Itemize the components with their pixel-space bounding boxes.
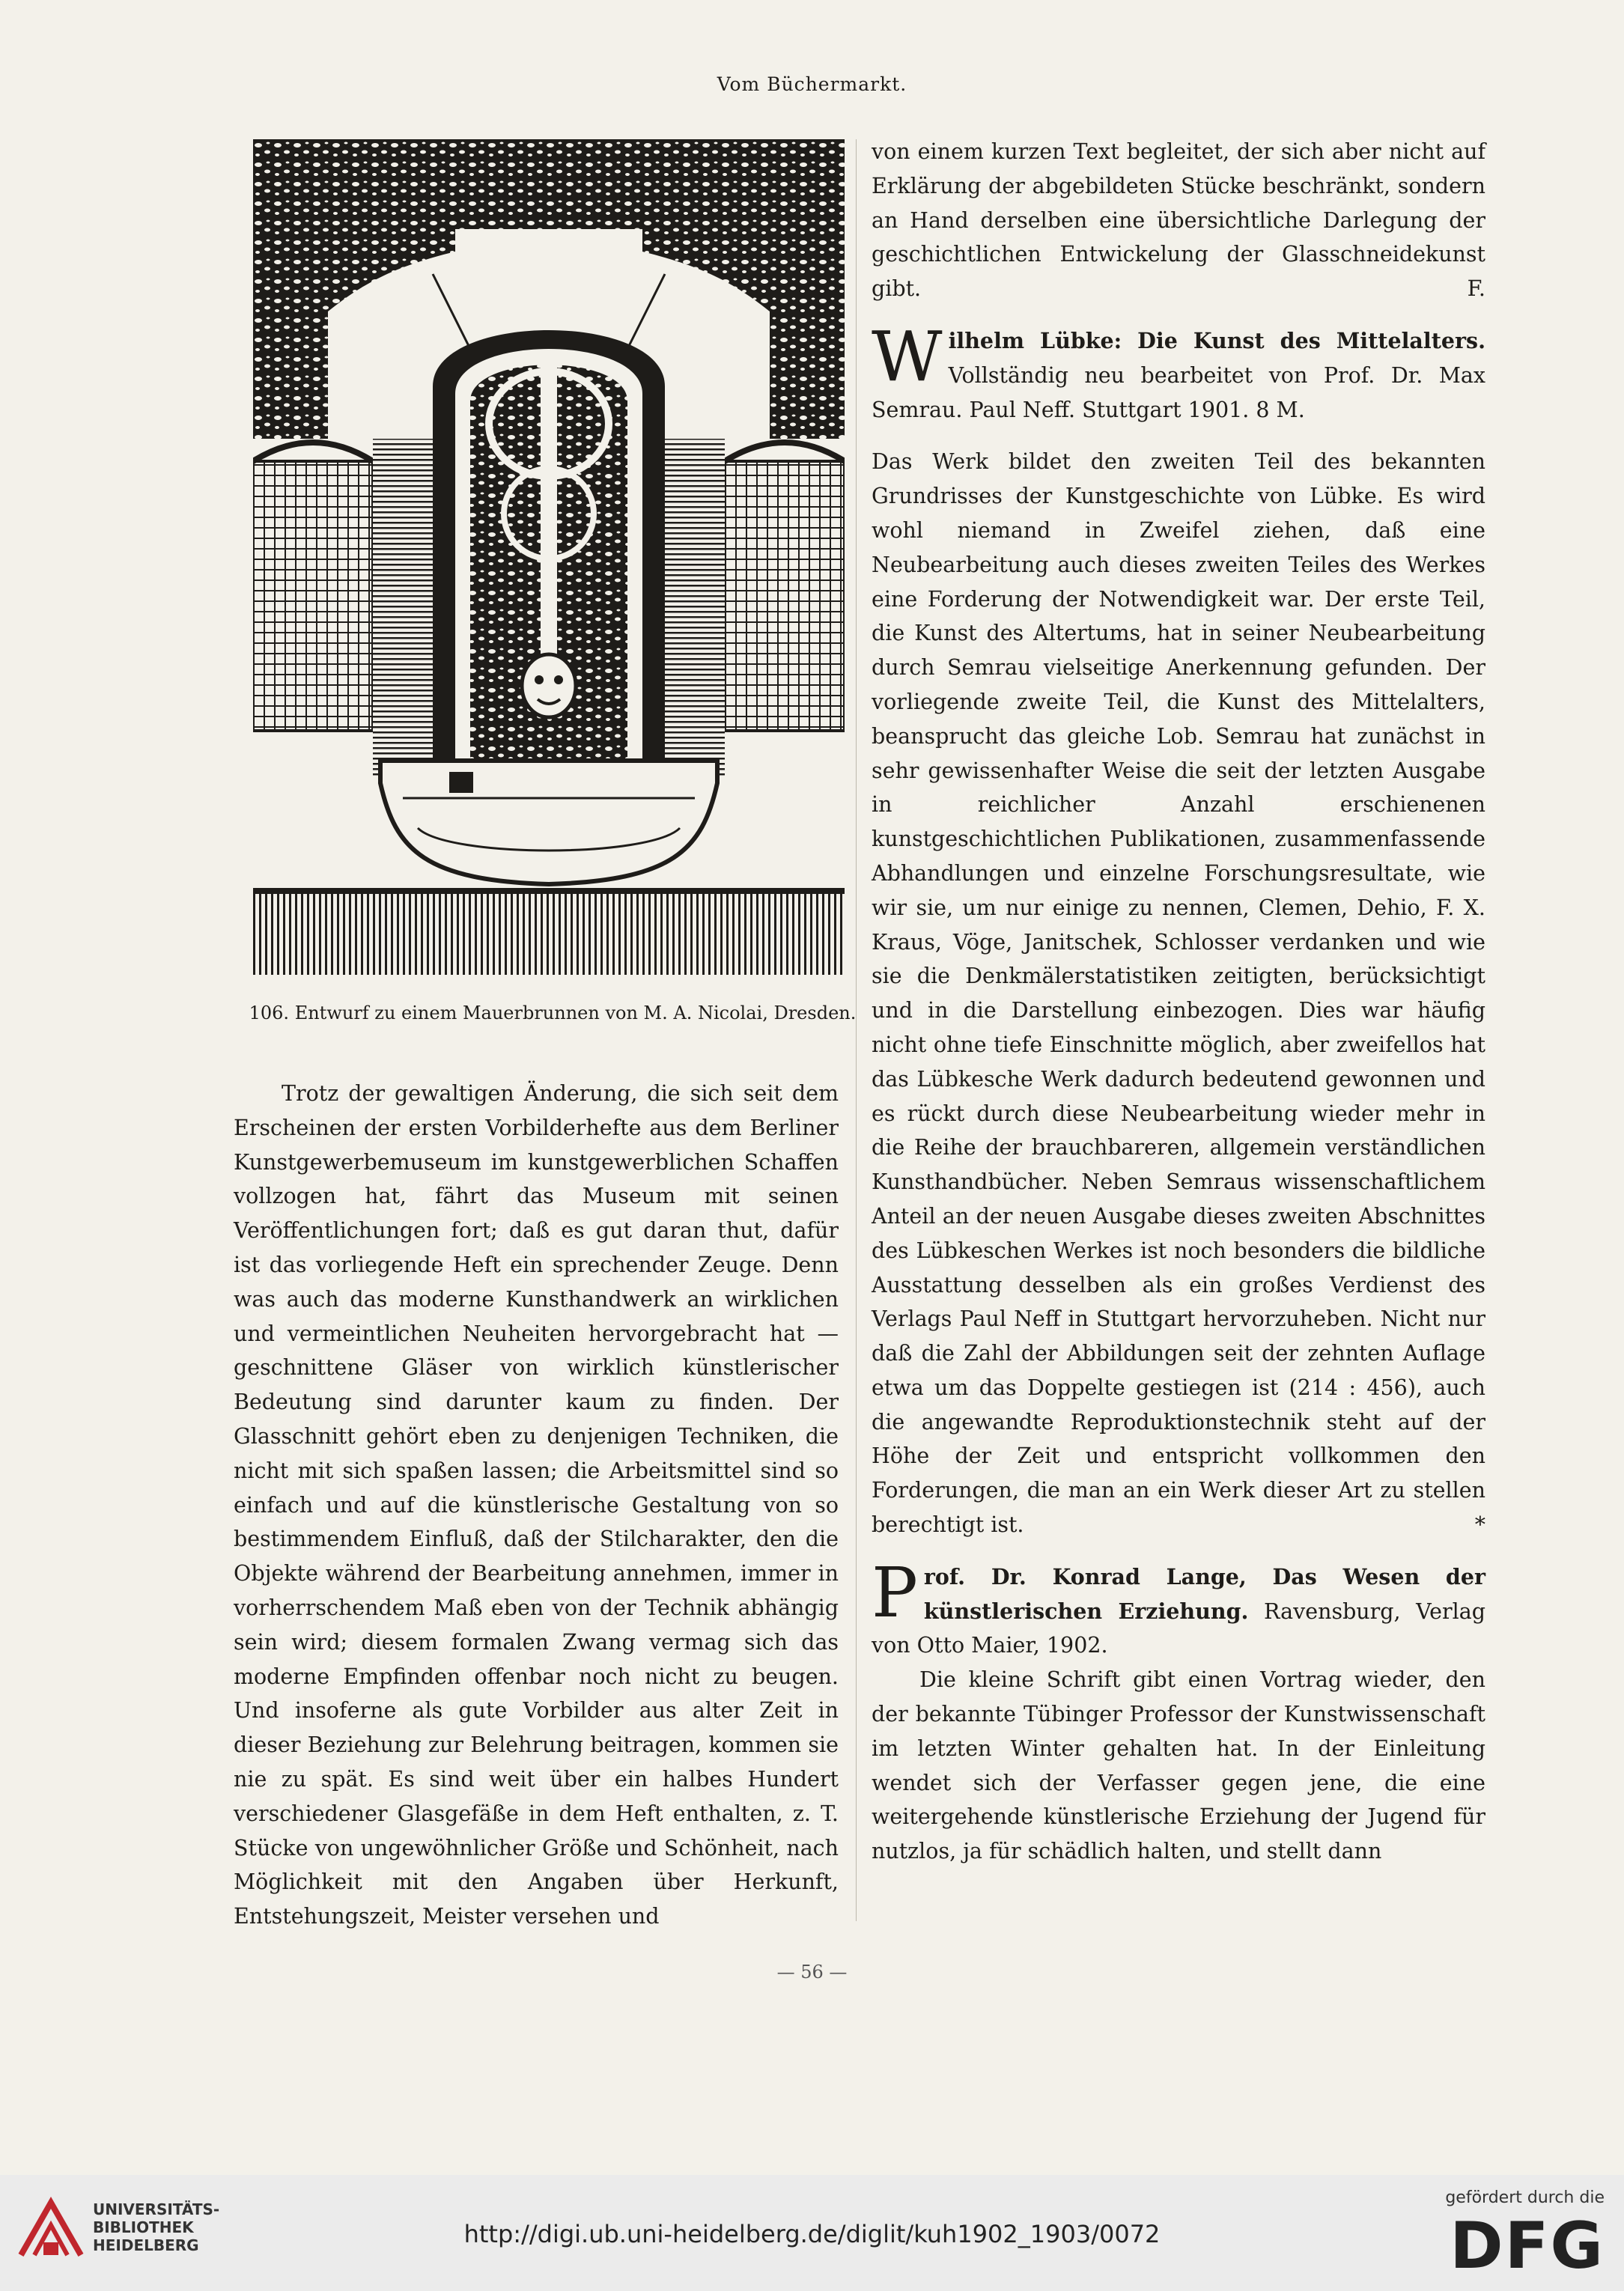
- right-column: [872, 135, 1485, 1869]
- dropcap: W: [872, 316, 943, 397]
- review-heading: [872, 316, 1485, 427]
- review-details: Ravensburg, Verlag von Otto Maier, 1902.: [872, 1598, 1485, 1658]
- running-header: Vom Büchermarkt.: [717, 73, 907, 95]
- review-title: ilhelm Lübke: Die Kunst des Mittelalters.: [948, 327, 1485, 353]
- permalink-url[interactable]: http://digi.ub.uni-heidelberg.de/diglit/kuh1902_1903/0072: [463, 2220, 1161, 2248]
- dropcap: P: [872, 1552, 918, 1633]
- sponsor-text: gefördert durch die: [1445, 2188, 1605, 2207]
- signature: *: [1474, 1512, 1485, 1538]
- digitization-footer: [0, 2175, 1624, 2291]
- page-number: — 56 —: [776, 1962, 848, 1983]
- review-details: Vollständig neu bearbeitet von Prof. Dr. Max Semrau. Paul Neff. Stuttgart 1901. 8 M.: [872, 362, 1485, 422]
- signature: F.: [1467, 276, 1485, 302]
- left-column: [234, 1077, 839, 1934]
- fountain-illustration: [253, 139, 845, 975]
- review-title: rof. Dr. Konrad Lange, Das Wesen der künstlerischen Erziehung.: [923, 1563, 1485, 1624]
- continued-paragraph: von einem kurzen Text begleitet, der sich aber nicht auf Erklärung der abgebildeten Stücke beschränkt, sondern an Hand derselben eine übersichtliche Darlegung der geschichtlichen Entwickelung der Glasschneidekunst gibt. F.: [872, 135, 1485, 306]
- column-divider: [856, 139, 857, 1921]
- review-heading: [872, 1552, 1485, 1663]
- library-name: UNIVERSITÄTS- BIBLIOTHEK HEIDELBERG: [93, 2200, 220, 2254]
- figure-caption: 106. Entwurf zu einem Mauerbrunnen von M. A. Nicolai, Dresden.: [249, 1002, 857, 1023]
- review-body: Die kleine Schrift gibt einen Vortrag wieder, den der bekannte Tübinger Professor der Kunstwissenschaft im letzten Winter gehalten hat. In der Einleitung wendet sich der Verfasser gegen jene, die eine weitergehende künstlerische Erziehung der Jugend für nutzlos, ja für schädlich halten, und stellt dann: [872, 1667, 1485, 1864]
- paragraph: Trotz der gewaltigen Änderung, die sich seit dem Erscheinen der ersten Vorbilderhefte aus dem Berliner Kunstgewerbemuseum im kunstgewerblichen Schaffen vollzogen hat, fährt das Museum mit seinen Veröffentlichungen fort; daß es gut daran thut, dafür ist das vorliegende Heft ein sprechender Zeuge. Denn was auch das moderne Kunsthandwerk an wirklichen und vermeintlichen Neuheiten hervorgebracht hat — geschnittene Gläser von wirklich künstlerischer Bedeutung sind darunter kaum zu finden. Der Glasschnitt gehört eben zu denjenigen Techniken, die nicht mit sich spaßen lassen; die Arbeitsmittel sind so einfach und auf die künstlerische Gestaltung von so bestimmendem Einfluß, daß der Stilcharakter, den die Objekte während der Bearbeitung annehmen, immer in vorherrschendem Maß eben von der Technik abhängig sein wird; diesem formalen Zwang vermag sich das moderne Empfinden offenbar noch nicht zu beugen. Und insoferne als gute Vorbilder aus alter Zeit in dieser Beziehung zur Belehrung beitragen, kommen sie nie zu spät. Es sind weit über ein halbes Hundert verschiedener Glasgefäße in dem Heft enthalten, z. T. Stücke von ungewöhnlicher Größe und Schönheit, nach Möglichkeit mit den Angaben über Herkunft, Entstehungszeit, Meister versehen und: [234, 1081, 839, 1929]
- dfg-logo: DFG: [1450, 2209, 1605, 2284]
- review-body: Das Werk bildet den zweiten Teil des bekannten Grundrisses der Kunstgeschichte von Lübke. Es wird wohl niemand in Zweifel ziehen, daß eine Neubearbeitung auch dieses zweiten Teiles des Werkes eine Forderung der Notwendigkeit war. Der erste Teil, die Kunst des Altertums, hat in seiner Neubearbeitung durch Semrau vielseitige Anerkennung gefunden. Der vorliegende zweite Teil, die Kunst des Mittelalters, beansprucht das gleiche Lob. Semrau hat zunächst in sehr gewissenhafter Weise die seit der letzten Ausgabe in reichlicher Anzahl erschienenen kunstgeschichtlichen Publikationen, zusammenfassende Abhandlungen und einzelne Forschungsresultate, wie wir sie, um nur einige zu nennen, Clemen, Dehio, F. X. Kraus, Vöge, Janitschek, Schlosser verdanken und wie sie die Denkmälerstatistiken zeitigten, berücksichtigt und in die Darstellung einbezogen. Dies war häufig nicht ohne tiefe Einschnitte möglich, aber zweifellos hat das Lübkesche Werk dadurch bedeutend gewonnen und es rückt durch diese Neubearbeitung wieder mehr in die Reihe der brauchbareren, allgemein verständlichen Kunsthandbücher. Neben Semraus wissenschaftlichem Anteil an der neuen Ausgabe dieses zweiten Abschnittes des Lübkeschen Werkes ist noch besonders die bildliche Ausstattung desselben als ein großes Verdienst des Verlags Paul Neff in Stuttgart hervorzuheben. Nicht nur daß die Zahl der Abbildungen seit der zehnten Auflage etwa um das Doppelte gestiegen ist (214 : 456), auch die angewandte Reproduktionstechnik steht auf der Höhe der Zeit und entspricht vollkommen den Forderungen, die man an ein Werk dieser Art zu stellen berechtigt ist. *: [872, 445, 1485, 1542]
